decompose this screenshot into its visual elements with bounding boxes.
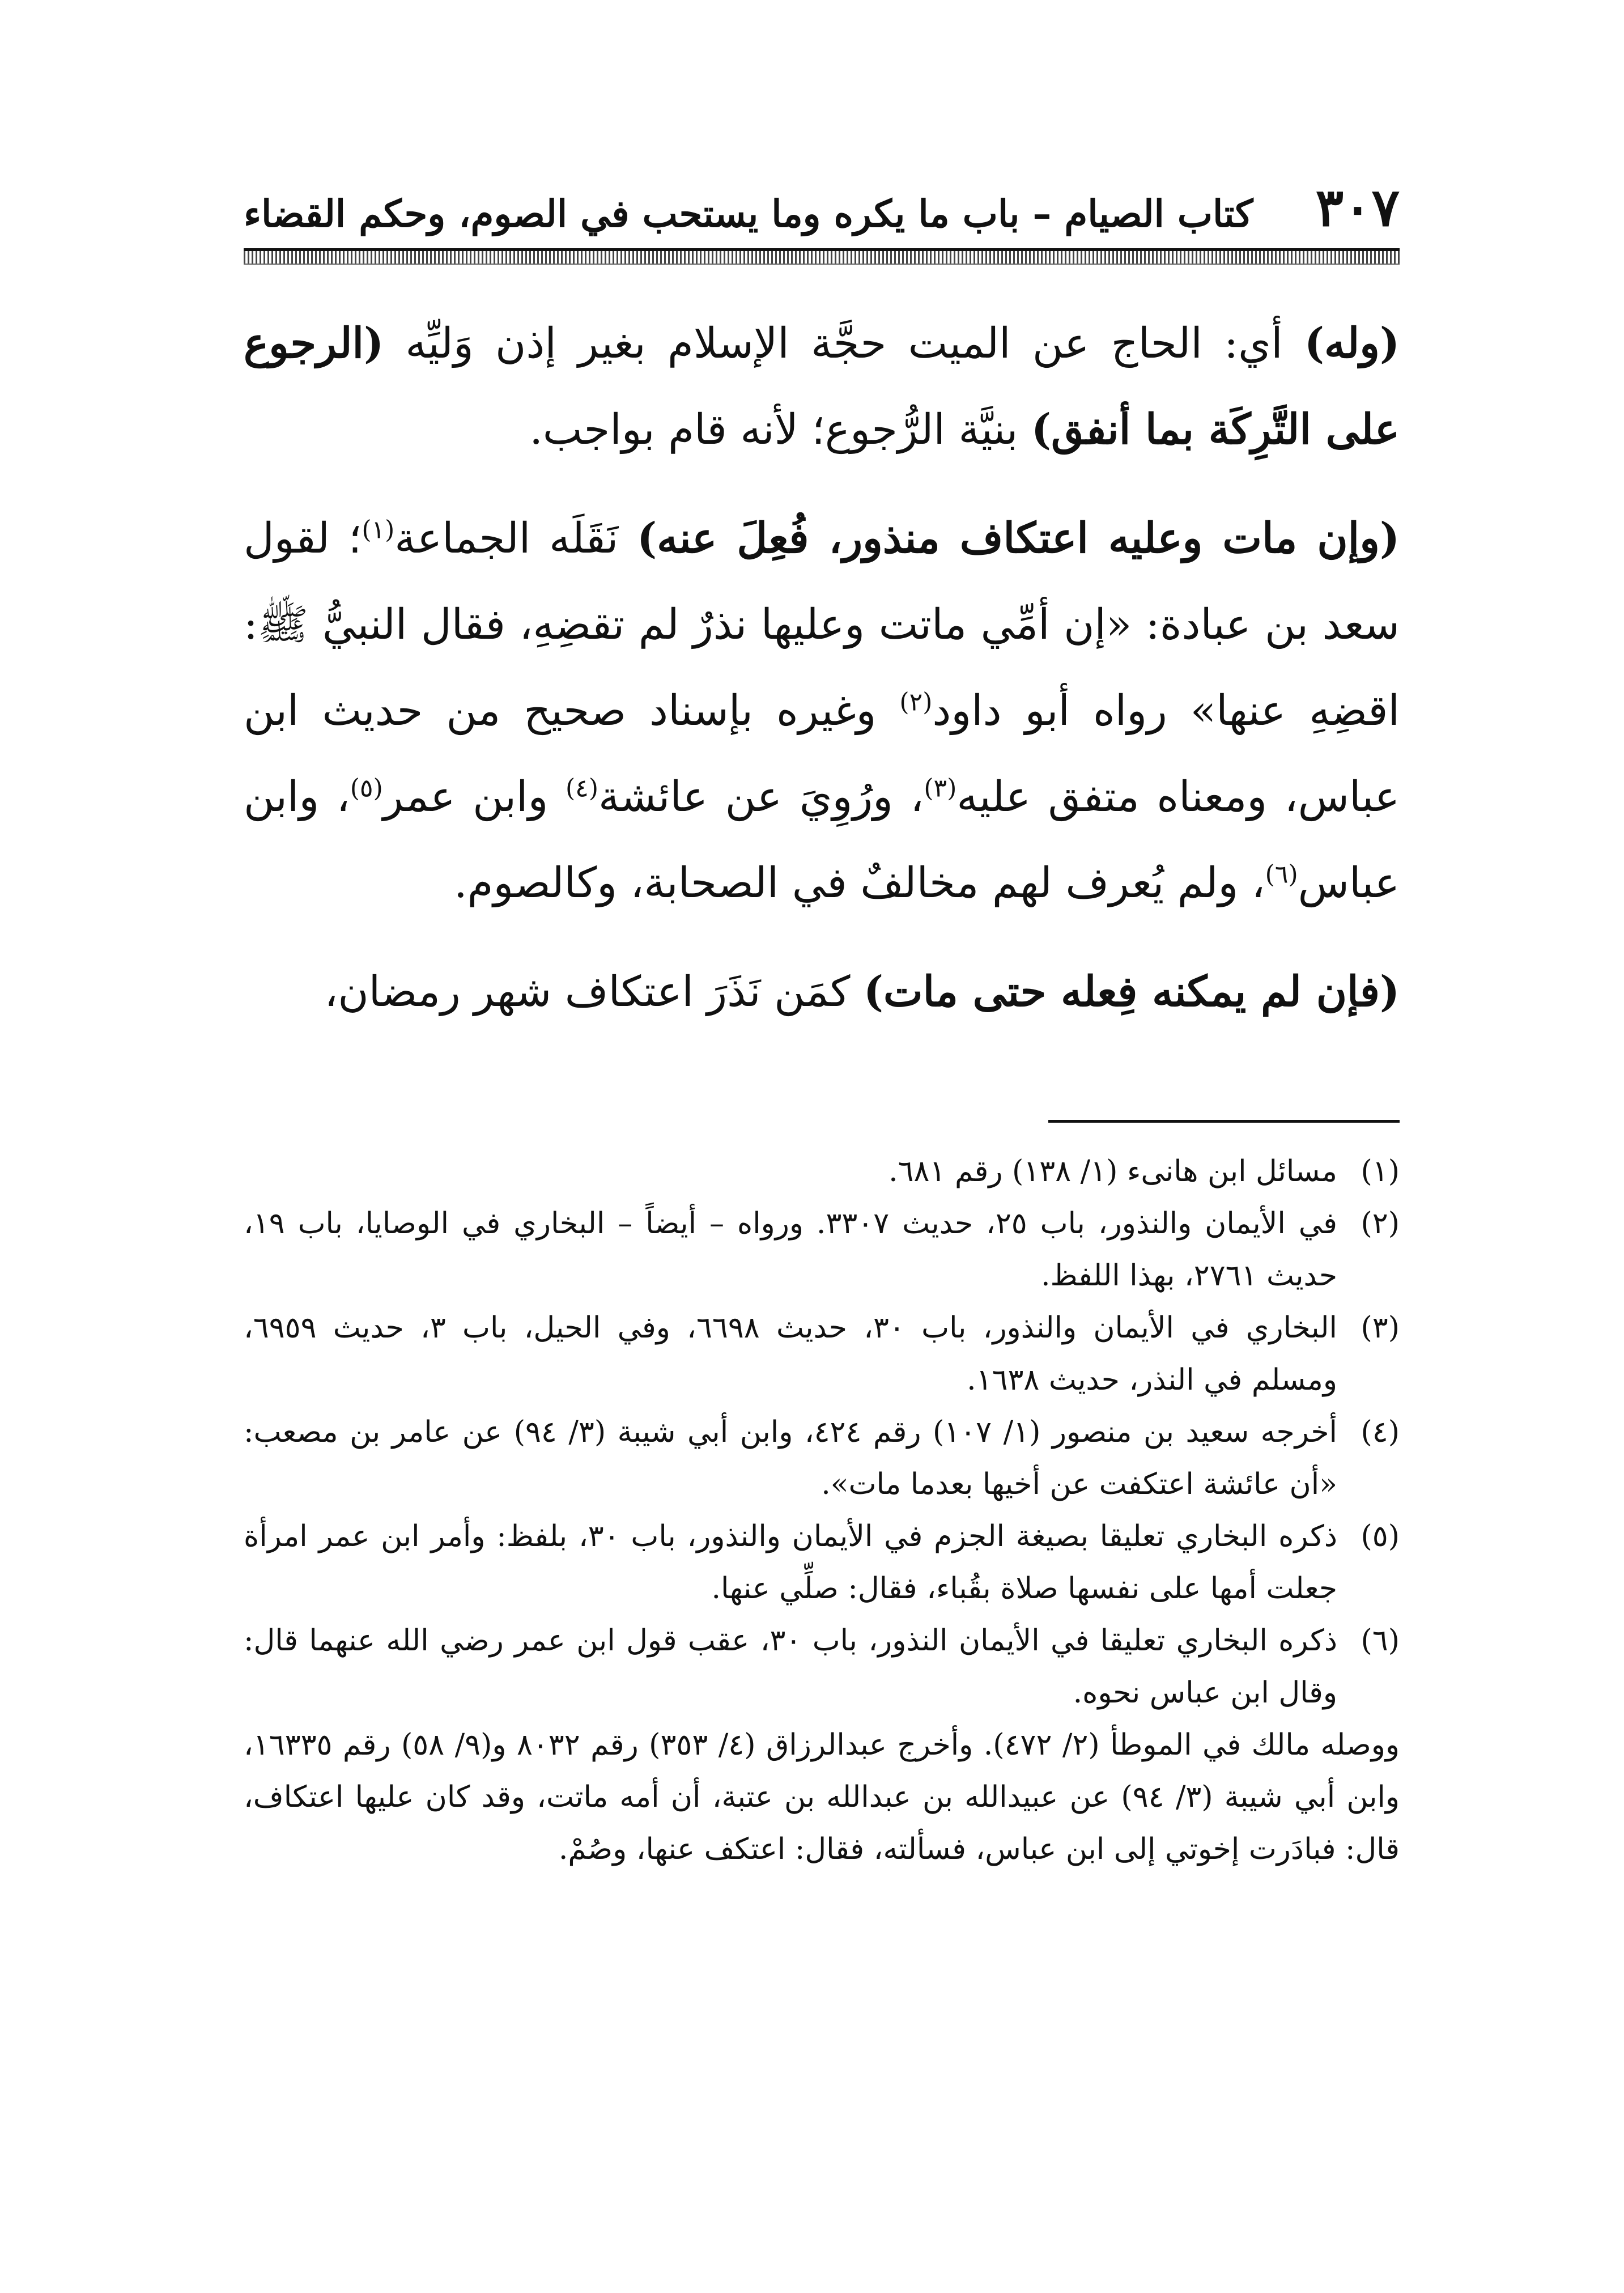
footnote-text: في الأيمان والنذور، باب ٢٥، حديث ٣٣٠٧. ورواه – أيضاً – البخاري في الوصايا، باب ١٩، حديث ٢٧٦١، بهذا اللفظ. bbox=[244, 1207, 1337, 1293]
paragraph-1 bbox=[244, 300, 1400, 473]
footnote-number: (٦) bbox=[1361, 1624, 1400, 1658]
page-number: ٣٠٧ bbox=[1315, 177, 1400, 238]
matn-segment: (وله) bbox=[1304, 319, 1400, 368]
matn-segment: (فإن لم يمكنه فِعله حتى مات) bbox=[864, 967, 1400, 1016]
sharh-segment: أي: الحاج عن الميت حجَّة الإسلام بغير إذن وَليِّه bbox=[384, 319, 1305, 368]
footnote-4 bbox=[244, 1406, 1400, 1510]
sharh-segment: ، ورُوِيَ عن عائشة bbox=[598, 772, 924, 821]
footnote-ref: (٦) bbox=[1265, 860, 1298, 889]
footnote-ref: (٥) bbox=[350, 774, 383, 803]
footnote-ref: (٣) bbox=[924, 774, 957, 803]
footnote-6-continuation: ووصله مالك في الموطأ (٢/ ٤٧٢). وأخرج عبدالرزاق (٤/ ٣٥٣) رقم ٨٠٣٢ و(٩/ ٥٨) رقم ١٦٣٣٥، وابن أبي شيبة (٣/ ٩٤) عن عبيدالله بن عبدالله بن عتبة، أن أمه ماتت، وقد كان عليها اعتكاف، قال: فبادَرت إخوتي إلى ابن عباس، فسألته، فقال: اعتكف عنها، وصُمْ. bbox=[244, 1728, 1400, 1866]
paragraph-2 bbox=[244, 495, 1400, 926]
footnote-separator bbox=[1048, 1120, 1400, 1123]
sharh-segment: وابن عمر bbox=[382, 772, 566, 821]
footnote-number: (٥) bbox=[1361, 1519, 1400, 1553]
sharh-segment: وغيره بإسناد صحيح من حديث ابن عباس، ومعناه متفق عليه bbox=[244, 686, 1400, 821]
sharh-segment: كمَن نَذَرَ اعتكاف شهر رمضان، bbox=[324, 967, 864, 1016]
paragraph-3 bbox=[244, 949, 1400, 1035]
footnote-number: (٣) bbox=[1361, 1311, 1400, 1345]
main-text bbox=[244, 300, 1400, 1035]
footnote-text: ذكره البخاري تعليقا بصيغة الجزم في الأيمان والنذور، باب ٣٠، بلفظ: وأمر ابن عمر امرأة جعلت أمها على نفسها صلاة بقُباء، فقال: صلِّي عنها. bbox=[244, 1519, 1337, 1606]
footnote-ref: (٤) bbox=[566, 774, 598, 803]
matn-segment: (وإن مات وعليه اعتكاف منذور، فُعِلَ عنه) bbox=[637, 514, 1400, 563]
book-page bbox=[244, 170, 1400, 1875]
footnote-text: البخاري في الأيمان والنذور، باب ٣٠، حديث ٦٦٩٨، وفي الحيل، باب ٣، حديث ٦٩٥٩، ومسلم في النذر، حديث ١٦٣٨. bbox=[244, 1311, 1337, 1397]
footnote-5 bbox=[244, 1510, 1400, 1615]
sharh-segment: ؛ لقول سعد بن عبادة: «إن أمِّي ماتت وعليها نذرٌ لم تقضِهِ، فقال النبيُّ ﷺ: اقضِهِ عنها» رواه أبو داود bbox=[244, 514, 1400, 735]
footnote-text: أخرجه سعيد بن منصور (١/ ١٠٧) رقم ٤٢٤، وابن أبي شيبة (٣/ ٩٤) عن عامر بن مصعب: «أن عائشة اعتكفت عن أخيها بعدما مات». bbox=[244, 1415, 1337, 1501]
sharh-segment: ، وابن عباس bbox=[244, 772, 1400, 907]
footnote-ref: (٢) bbox=[899, 687, 933, 717]
sharh-segment: نَقَلَه الجماعة bbox=[394, 514, 637, 563]
footnote-number: (٤) bbox=[1361, 1415, 1400, 1449]
footnote-3 bbox=[244, 1302, 1400, 1406]
footnote-1 bbox=[244, 1145, 1400, 1198]
matn-segment: (الرجوع على التَّرِكَة بما أنفق) bbox=[244, 319, 1400, 454]
footnote-2 bbox=[244, 1198, 1400, 1302]
footnotes bbox=[244, 1145, 1400, 1875]
footnote-number: (٢) bbox=[1361, 1207, 1400, 1241]
footnote-text: مسائل ابن هانىء (١/ ١٣٨) رقم ٦٨١. bbox=[888, 1154, 1337, 1188]
sharh-segment: بنيَّة الرُّجوع؛ لأنه قام بواجب. bbox=[529, 405, 1031, 454]
footnote-6 bbox=[244, 1615, 1400, 1719]
header-rule bbox=[244, 248, 1400, 265]
page-header bbox=[244, 170, 1400, 261]
running-title: كتاب الصيام – باب ما يكره وما يستحب في الصوم، وحكم القضاء bbox=[244, 192, 1253, 236]
sharh-segment: ، ولم يُعرف لهم مخالفٌ في الصحابة، وكالصوم. bbox=[454, 859, 1265, 907]
footnote-number: (١) bbox=[1361, 1154, 1400, 1188]
footnote-text: ذكره البخاري تعليقا في الأيمان النذور، باب ٣٠، عقب قول ابن عمر رضي الله عنهما قال: وقال ابن عباس نحوه. bbox=[244, 1624, 1337, 1710]
footnote-ref: (١) bbox=[362, 515, 395, 545]
